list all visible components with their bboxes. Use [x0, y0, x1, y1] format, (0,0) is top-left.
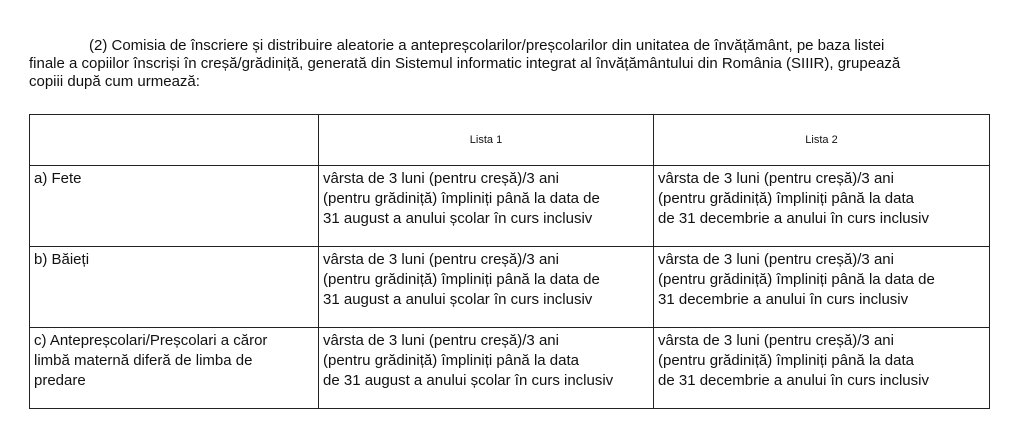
- cell-line: de 31 decembrie a anului în curs inclusiv: [658, 372, 929, 389]
- intro-line-2: finale a copiilor înscriși în creșă/grădiniță, generată din Sistemul informatic integrat al învățământului din România (SIIIR), grupează: [29, 55, 901, 72]
- row-label-line: predare: [34, 372, 86, 389]
- lista-2-cell: [654, 247, 990, 328]
- row-label-line: c) Antepreșcolari/Preșcolari a căror: [34, 332, 268, 349]
- lista-2-cell: [654, 328, 990, 409]
- table-row-fete: [30, 166, 990, 247]
- cell-line: (pentru grădiniță) împliniți până la data de: [323, 271, 600, 288]
- row-label-line: b) Băieți: [34, 251, 90, 268]
- cell-line: vârsta de 3 luni (pentru creșă)/3 ani: [658, 251, 894, 268]
- cell-line: 31 decembrie a anului în curs inclusiv: [658, 291, 909, 308]
- row-label-cell: [30, 328, 319, 409]
- grouping-table: [29, 114, 990, 409]
- lista-1-cell: [319, 328, 654, 409]
- cell-line: vârsta de 3 luni (pentru creșă)/3 ani: [323, 170, 559, 187]
- cell-line: (pentru grădiniță) împliniți până la data: [323, 352, 579, 369]
- cell-line: (pentru grădiniță) împliniți până la data: [658, 190, 914, 207]
- cell-line: vârsta de 3 luni (pentru creșă)/3 ani: [658, 332, 894, 349]
- cell-line: (pentru grădiniță) împliniți până la data de: [323, 190, 600, 207]
- table-row-baieti: [30, 247, 990, 328]
- intro-paragraph: [29, 37, 995, 91]
- header-cell-empty: [30, 115, 319, 166]
- row-label-line: limbă maternă diferă de limba de: [34, 352, 253, 369]
- lista-1-cell: [319, 166, 654, 247]
- row-label-cell: [30, 247, 319, 328]
- intro-line-3: copiii după cum urmează:: [29, 73, 200, 90]
- cell-line: (pentru grădiniță) împliniți până la data de: [658, 271, 935, 288]
- table-row-limba-materna: [30, 328, 990, 409]
- lista-1-cell: [319, 247, 654, 328]
- cell-line: de 31 august a anului școlar în curs inclusiv: [323, 372, 614, 389]
- lista-2-cell: [654, 166, 990, 247]
- cell-line: de 31 decembrie a anului în curs inclusiv: [658, 210, 929, 227]
- header-cell-lista-2: Lista 2: [654, 115, 990, 166]
- cell-line: vârsta de 3 luni (pentru creșă)/3 ani: [658, 170, 894, 187]
- cell-line: (pentru grădiniță) împliniți până la data: [658, 352, 914, 369]
- header-cell-lista-1: Lista 1: [319, 115, 654, 166]
- intro-line-1: (2) Comisia de înscriere și distribuire aleatorie a antepreșcolarilor/preșcolarilor din unitatea de învățământ, pe baza listei: [89, 37, 885, 54]
- cell-line: vârsta de 3 luni (pentru creșă)/3 ani: [323, 251, 559, 268]
- row-label-cell: [30, 166, 319, 247]
- cell-line: vârsta de 3 luni (pentru creșă)/3 ani: [323, 332, 559, 349]
- cell-line: 31 august a anului școlar în curs inclusiv: [323, 291, 593, 308]
- table-header-row: [30, 115, 990, 166]
- cell-line: 31 august a anului școlar în curs inclusiv: [323, 210, 593, 227]
- row-label-line: a) Fete: [34, 170, 82, 187]
